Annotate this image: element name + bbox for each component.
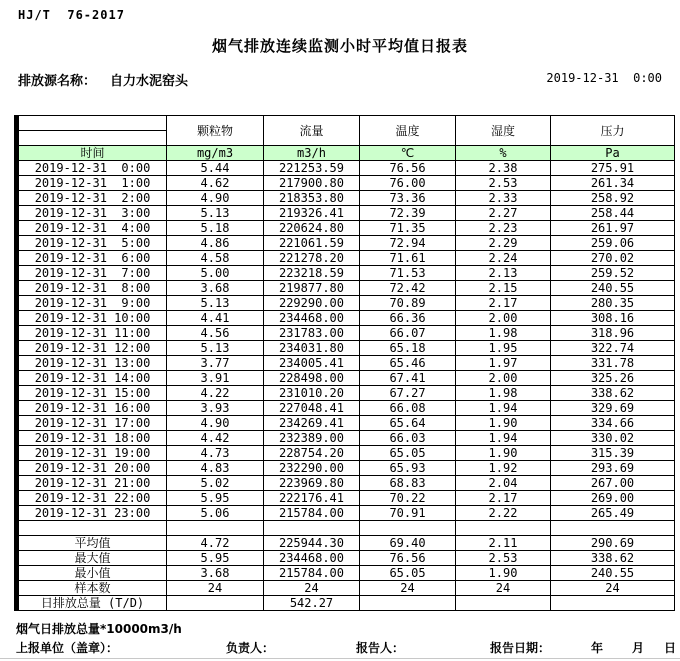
time-cell: 2019-12-31 3:00 [17,206,167,221]
value-cell: 331.78 [551,356,675,371]
time-cell: 2019-12-31 19:00 [17,446,167,461]
param-header-flow: 流量 [264,116,360,146]
summary-label-cell: 日排放总量 (T/D) [17,596,167,611]
value-cell: 24 [264,581,360,596]
summary-row [17,551,675,566]
value-cell: 1.94 [456,431,551,446]
value-cell: 4.73 [167,446,264,461]
value-cell: 217900.80 [264,176,360,191]
value-cell: 2.38 [456,161,551,176]
time-header-cell: 时间 [17,146,167,161]
value-cell: 5.95 [167,551,264,566]
value-cell: 222176.41 [264,491,360,506]
value-cell: 542.27 [264,596,360,611]
hourly-row [17,461,675,476]
reporter-label: 报告人： [356,641,405,655]
empty-cell [551,521,675,536]
report-date-label: 报告日期： [490,641,551,655]
empty-cell [167,521,264,536]
value-cell: 229290.00 [264,296,360,311]
value-cell: 234005.41 [264,356,360,371]
value-cell: 69.40 [360,536,456,551]
time-cell: 2019-12-31 8:00 [17,281,167,296]
value-cell: 76.56 [360,551,456,566]
value-cell: 1.94 [456,401,551,416]
hourly-row [17,431,675,446]
month-label: 月 [632,641,645,655]
time-cell: 2019-12-31 9:00 [17,296,167,311]
header-empty-cell-top [17,116,167,131]
time-cell: 2019-12-31 18:00 [17,431,167,446]
unit-cell: % [456,146,551,161]
summary-label-cell: 最大值 [17,551,167,566]
value-cell: 4.22 [167,386,264,401]
time-cell: 2019-12-31 4:00 [17,221,167,236]
time-cell: 2019-12-31 7:00 [17,266,167,281]
time-cell: 2019-12-31 2:00 [17,191,167,206]
value-cell: 66.03 [360,431,456,446]
value-cell: 65.05 [360,566,456,581]
value-cell: 3.68 [167,566,264,581]
hourly-row [17,296,675,311]
page-title: 烟气排放连续监测小时平均值日报表 [211,37,468,55]
value-cell: 231010.20 [264,386,360,401]
value-cell: 265.49 [551,506,675,521]
value-cell: 5.00 [167,266,264,281]
empty-cell [456,521,551,536]
value-cell: 223969.80 [264,476,360,491]
time-cell: 2019-12-31 1:00 [17,176,167,191]
value-cell: 1.95 [456,341,551,356]
value-cell: 66.08 [360,401,456,416]
value-cell: 227048.41 [264,401,360,416]
value-cell: 261.97 [551,221,675,236]
reporting-unit-label: 上报单位（盖章）： [16,641,119,655]
table-header [17,116,675,161]
summary-row [17,581,675,596]
time-cell: 2019-12-31 15:00 [17,386,167,401]
value-cell: 3.77 [167,356,264,371]
unit-row [17,146,675,161]
standard-number: HJ/T 76-2017 [18,8,125,22]
value-cell [551,596,675,611]
value-cell: 5.13 [167,341,264,356]
value-cell: 65.93 [360,461,456,476]
value-cell [456,596,551,611]
value-cell: 325.26 [551,371,675,386]
value-cell: 4.72 [167,536,264,551]
unit-cell: ℃ [360,146,456,161]
value-cell: 228498.00 [264,371,360,386]
value-cell: 215784.00 [264,506,360,521]
value-cell: 5.95 [167,491,264,506]
value-cell: 1.90 [456,446,551,461]
value-cell: 338.62 [551,386,675,401]
value-cell: 3.93 [167,401,264,416]
value-cell: 73.36 [360,191,456,206]
value-cell: 290.69 [551,536,675,551]
time-cell: 2019-12-31 13:00 [17,356,167,371]
hourly-row [17,176,675,191]
value-cell: 66.36 [360,311,456,326]
value-cell: 231783.00 [264,326,360,341]
value-cell: 5.06 [167,506,264,521]
value-cell: 240.55 [551,281,675,296]
value-cell: 67.41 [360,371,456,386]
value-cell: 5.02 [167,476,264,491]
value-cell: 70.91 [360,506,456,521]
value-cell: 72.94 [360,236,456,251]
value-cell: 258.44 [551,206,675,221]
value-cell: 221061.59 [264,236,360,251]
time-cell: 2019-12-31 0:00 [17,161,167,176]
summary-label-cell: 最小值 [17,566,167,581]
value-cell: 5.18 [167,221,264,236]
value-cell: 315.39 [551,446,675,461]
hourly-row [17,356,675,371]
value-cell: 70.22 [360,491,456,506]
value-cell: 329.69 [551,401,675,416]
value-cell: 2.15 [456,281,551,296]
value-cell: 225944.30 [264,536,360,551]
value-cell: 270.02 [551,251,675,266]
summary-rows [17,521,675,611]
value-cell: 221278.20 [264,251,360,266]
time-cell: 2019-12-31 17:00 [17,416,167,431]
source-row [18,70,666,89]
value-cell: 2.22 [456,506,551,521]
value-cell: 234031.80 [264,341,360,356]
value-cell: 232290.00 [264,461,360,476]
value-cell: 24 [456,581,551,596]
value-cell: 318.96 [551,326,675,341]
value-cell: 4.62 [167,176,264,191]
value-cell: 334.66 [551,416,675,431]
hourly-row [17,491,675,506]
hourly-row [17,161,675,176]
param-header-particulate: 颗粒物 [167,116,264,146]
value-cell: 1.97 [456,356,551,371]
summary-label-cell: 样本数 [17,581,167,596]
header-empty-cell-bottom [17,131,167,146]
value-cell: 2.00 [456,311,551,326]
hourly-row [17,476,675,491]
hourly-row [17,266,675,281]
signature-row [0,639,680,654]
summary-label-cell: 平均值 [17,536,167,551]
hourly-row [17,386,675,401]
time-cell: 2019-12-31 23:00 [17,506,167,521]
value-cell: 70.89 [360,296,456,311]
value-cell: 72.39 [360,206,456,221]
value-cell: 24 [360,581,456,596]
value-cell: 24 [551,581,675,596]
value-cell: 71.53 [360,266,456,281]
value-cell: 24 [167,581,264,596]
value-cell: 4.83 [167,461,264,476]
hourly-row [17,206,675,221]
value-cell: 76.00 [360,176,456,191]
value-cell: 4.56 [167,326,264,341]
value-cell: 280.35 [551,296,675,311]
value-cell: 219326.41 [264,206,360,221]
value-cell: 2.17 [456,491,551,506]
spacer-row [17,521,675,536]
value-cell: 2.27 [456,206,551,221]
footer-note: 烟气日排放总量*10000m3/h [16,622,182,636]
summary-row [17,596,675,611]
summary-row [17,566,675,581]
value-cell: 2.04 [456,476,551,491]
hourly-rows [17,161,675,521]
value-cell: 259.52 [551,266,675,281]
summary-row [17,536,675,551]
value-cell: 2.23 [456,221,551,236]
value-cell: 4.41 [167,311,264,326]
hourly-row [17,311,675,326]
value-cell: 2.29 [456,236,551,251]
value-cell: 269.00 [551,491,675,506]
value-cell: 4.90 [167,416,264,431]
value-cell: 67.27 [360,386,456,401]
value-cell: 220624.80 [264,221,360,236]
value-cell: 275.91 [551,161,675,176]
value-cell: 2.17 [456,296,551,311]
header-row-1 [17,116,675,131]
value-cell: 215784.00 [264,566,360,581]
value-cell: 3.91 [167,371,264,386]
unit-cell: Pa [551,146,675,161]
value-cell: 2.11 [456,536,551,551]
unit-cell: mg/m3 [167,146,264,161]
value-cell: 1.90 [456,566,551,581]
hourly-row [17,341,675,356]
unit-cell: m3/h [264,146,360,161]
value-cell: 228754.20 [264,446,360,461]
source-name-value: 自力水泥窑头 [110,74,189,89]
value-cell: 338.62 [551,551,675,566]
value-cell: 4.42 [167,431,264,446]
value-cell: 65.64 [360,416,456,431]
value-cell: 308.16 [551,311,675,326]
day-label: 日 [664,641,677,655]
time-cell: 2019-12-31 5:00 [17,236,167,251]
value-cell: 267.00 [551,476,675,491]
value-cell: 68.83 [360,476,456,491]
manager-label: 负责人： [226,641,275,655]
hourly-row [17,401,675,416]
value-cell [360,596,456,611]
param-header-humidity: 湿度 [456,116,551,146]
value-cell: 3.68 [167,281,264,296]
value-cell: 223218.59 [264,266,360,281]
value-cell: 293.69 [551,461,675,476]
time-cell: 2019-12-31 14:00 [17,371,167,386]
hourly-row [17,506,675,521]
value-cell: 240.55 [551,566,675,581]
hourly-row [17,236,675,251]
value-cell: 65.05 [360,446,456,461]
hourly-row [17,371,675,386]
value-cell: 65.46 [360,356,456,371]
value-cell: 1.98 [456,326,551,341]
time-cell: 2019-12-31 6:00 [17,251,167,266]
value-cell: 234269.41 [264,416,360,431]
value-cell: 232389.00 [264,431,360,446]
value-cell: 1.98 [456,386,551,401]
value-cell: 330.02 [551,431,675,446]
bottom-divider [0,658,680,659]
value-cell: 1.92 [456,461,551,476]
value-cell: 71.35 [360,221,456,236]
value-cell: 4.58 [167,251,264,266]
hourly-row [17,416,675,431]
year-label: 年 [591,641,604,655]
report-table [14,115,675,611]
value-cell: 234468.00 [264,551,360,566]
value-cell: 2.53 [456,176,551,191]
time-cell: 2019-12-31 21:00 [17,476,167,491]
value-cell: 5.13 [167,296,264,311]
value-cell: 221253.59 [264,161,360,176]
value-cell: 2.53 [456,551,551,566]
value-cell: 2.00 [456,371,551,386]
value-cell: 219877.80 [264,281,360,296]
value-cell: 218353.80 [264,191,360,206]
value-cell: 2.24 [456,251,551,266]
hourly-row [17,326,675,341]
hourly-row [17,446,675,461]
value-cell: 261.34 [551,176,675,191]
param-header-temperature: 温度 [360,116,456,146]
time-cell: 2019-12-31 10:00 [17,311,167,326]
param-header-pressure: 压力 [551,116,675,146]
value-cell: 4.90 [167,191,264,206]
value-cell: 258.92 [551,191,675,206]
value-cell: 2.33 [456,191,551,206]
value-cell: 66.07 [360,326,456,341]
value-cell: 2.13 [456,266,551,281]
time-cell: 2019-12-31 12:00 [17,341,167,356]
empty-cell [360,521,456,536]
value-cell: 322.74 [551,341,675,356]
value-cell: 76.56 [360,161,456,176]
value-cell: 65.18 [360,341,456,356]
value-cell: 5.44 [167,161,264,176]
time-cell: 2019-12-31 16:00 [17,401,167,416]
value-cell: 259.06 [551,236,675,251]
report-datetime: 2019-12-31 0:00 [546,71,662,85]
source-name-label: 排放源名称： [18,74,97,89]
value-cell: 72.42 [360,281,456,296]
empty-cell [264,521,360,536]
value-cell: 71.61 [360,251,456,266]
value-cell: 234468.00 [264,311,360,326]
hourly-row [17,281,675,296]
hourly-row [17,191,675,206]
hourly-row [17,251,675,266]
time-cell: 2019-12-31 20:00 [17,461,167,476]
value-cell: 4.86 [167,236,264,251]
value-cell [167,596,264,611]
value-cell: 5.13 [167,206,264,221]
time-cell: 2019-12-31 11:00 [17,326,167,341]
empty-cell [17,521,167,536]
time-cell: 2019-12-31 22:00 [17,491,167,506]
value-cell: 1.90 [456,416,551,431]
hourly-row [17,221,675,236]
